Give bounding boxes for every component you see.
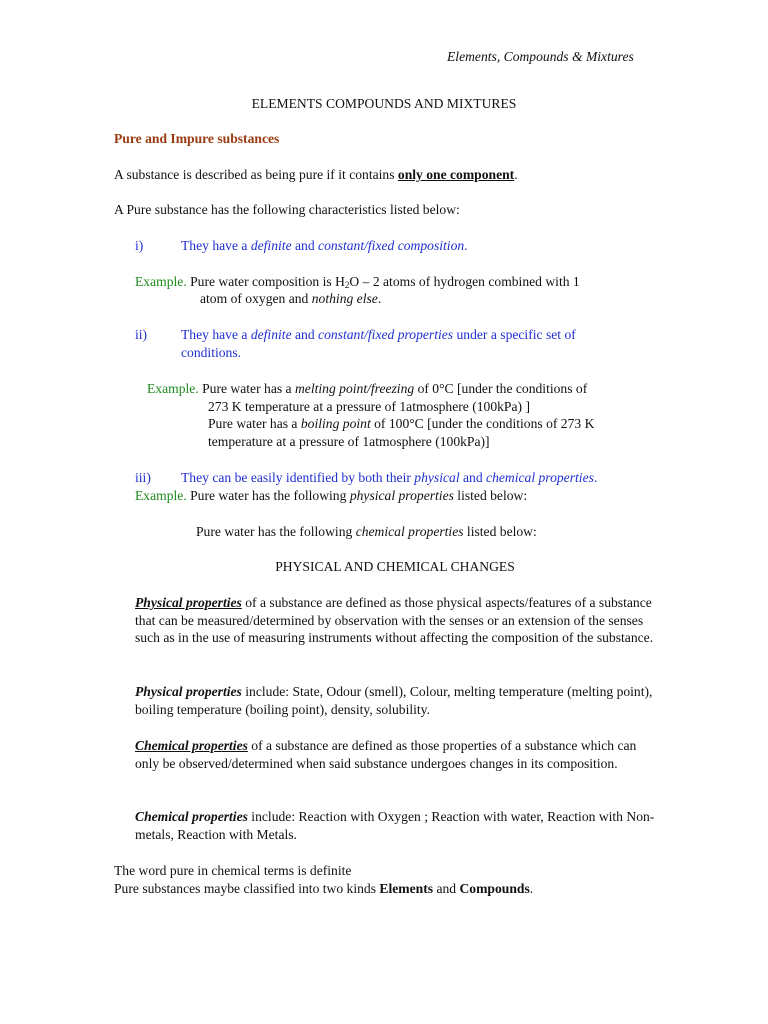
example-label: Example.	[135, 488, 187, 503]
term-chemical-properties: Chemical properties	[135, 738, 248, 753]
closing-line-2-e: .	[529, 881, 534, 896]
item-3-num-text: iii)	[135, 470, 151, 485]
item-2-line2: conditions.	[181, 345, 242, 360]
item-2-ex1-c: of 0°C [under the conditions of	[414, 381, 588, 396]
item-1-ex-subscript: 2	[344, 280, 350, 290]
item-3-t2: physical	[414, 470, 460, 485]
item-1-t4: constant/fixed composition	[318, 238, 465, 253]
item-3-number	[135, 469, 151, 487]
closing-elements: Elements	[379, 881, 434, 896]
item-2-text-line2	[181, 344, 241, 362]
item-2-example-line1	[147, 380, 587, 398]
closing-line-1	[114, 862, 351, 880]
item-3-chem-a: Pure water has the following	[196, 524, 356, 539]
item-2-ex4: temperature at a pressure of 1atmosphere (100kPa)]	[208, 434, 490, 449]
item-1-ex-a: Pure water composition is H	[186, 274, 345, 289]
item-2-number	[135, 326, 147, 344]
paragraph-text: include: Reaction with Oxygen ; Reaction with water, Reaction with Non-metals, Reaction with Metals.	[135, 809, 655, 842]
item-2-ex1-b: melting point/freezing	[294, 381, 415, 396]
section-heading-pure-impure	[114, 130, 279, 148]
item-2-t4: constant/fixed properties	[318, 327, 454, 342]
page-title	[0, 95, 768, 113]
item-3-t5: .	[593, 470, 598, 485]
paragraph-text: include: State, Odour (smell), Colour, melting temperature (melting point), boiling temperature (boiling point), density, solubility.	[135, 684, 653, 717]
item-1-number	[135, 237, 143, 255]
item-1-ex2-a: atom of oxygen and	[200, 291, 312, 306]
paragraph-chemical-include	[135, 808, 655, 843]
item-2-t3: and	[291, 327, 319, 342]
item-1-text	[181, 237, 468, 255]
intro-emphasis: only one component	[397, 167, 515, 182]
item-1-example-line1	[135, 273, 580, 291]
paragraph-text: of a substance are defined as those physical aspects/features of a substance that can be measured/determined by observation with the senses or an extension of the senses such as in the use of measuring instruments without affecting the composition of the substance.	[135, 595, 654, 646]
example-label: Example.	[147, 381, 199, 396]
item-3-chem-b: chemical properties	[355, 524, 464, 539]
paragraph-text: of a substance are defined as those properties of a substance which can only be observed/determined when said substance undergoes changes in its composition.	[135, 738, 637, 771]
item-3-example-line	[135, 487, 527, 505]
item-3-t4: chemical properties	[486, 470, 594, 485]
closing-line-1-text: The word pure in chemical terms is definite	[114, 863, 352, 878]
paragraph-physical-definition	[135, 594, 655, 647]
characteristics-line	[114, 201, 460, 219]
closing-line-2-c: and	[433, 881, 460, 896]
item-1-t5: .	[464, 238, 468, 253]
item-2-t5: under a specific set of	[453, 327, 576, 342]
intro-line	[114, 166, 518, 184]
item-3-text	[181, 469, 597, 487]
item-2-example-line3	[208, 415, 594, 433]
characteristics-text: A Pure substance has the following characteristics listed below:	[114, 202, 460, 217]
example-label: Example.	[135, 274, 187, 289]
section-heading-text: Pure and Impure substances	[114, 131, 280, 146]
item-3-t1: They can be easily identified by both their	[181, 470, 415, 485]
section-2-heading-text: PHYSICAL AND CHEMICAL CHANGES	[275, 559, 515, 574]
item-1-ex-b: O – 2 atoms of hydrogen combined with 1	[349, 274, 580, 289]
item-1-example-line2	[200, 290, 381, 308]
item-2-example-line2	[208, 398, 530, 416]
closing-line-2	[114, 880, 533, 898]
item-1-t1: They have a	[181, 238, 251, 253]
section-heading-physical-chemical	[0, 558, 768, 576]
item-3-t3: and	[459, 470, 487, 485]
paragraph-chemical-definition	[135, 737, 659, 772]
item-2-ex3-a: Pure water has a	[208, 416, 301, 431]
item-2-ex3-b: boiling point	[300, 416, 371, 431]
item-3-chem-c: listed below:	[463, 524, 537, 539]
item-2-num-text: ii)	[135, 327, 148, 342]
item-2-example-line4	[208, 433, 490, 451]
term-physical-properties: Physical properties	[135, 595, 242, 610]
item-1-t3: and	[291, 238, 319, 253]
term-physical-properties: Physical properties	[135, 684, 242, 699]
item-2-text-line1	[181, 326, 576, 344]
item-2-ex3-c: of 100°C [under the conditions of 273 K	[370, 416, 595, 431]
item-3-chemical-line	[196, 523, 537, 541]
paragraph-physical-include	[135, 683, 655, 718]
closing-line-2-a: Pure substances maybe classified into two kinds	[114, 881, 380, 896]
item-2-ex1-a: Pure water has a	[198, 381, 295, 396]
item-3-ex-b: physical properties	[349, 488, 454, 503]
running-header	[447, 48, 634, 66]
intro-text: A substance is described as being pure if it contains	[114, 167, 398, 182]
closing-compounds: Compounds	[459, 881, 530, 896]
item-1-ex2-c: .	[377, 291, 382, 306]
item-2-t1: They have a	[181, 327, 251, 342]
term-chemical-properties: Chemical properties	[135, 809, 248, 824]
item-1-ex2-b: nothing else	[311, 291, 378, 306]
intro-period: .	[514, 167, 518, 182]
item-3-ex-c: listed below:	[453, 488, 528, 503]
item-2-ex2: 273 K temperature at a pressure of 1atmosphere (100kPa) ]	[208, 399, 530, 414]
item-1-num-text: i)	[135, 238, 144, 253]
item-2-t2: definite	[250, 327, 292, 342]
page-title-text: ELEMENTS COMPOUNDS AND MIXTURES	[251, 96, 517, 111]
running-header-text: Elements, Compounds & Mixtures	[447, 49, 634, 64]
item-1-t2: definite	[250, 238, 292, 253]
item-3-ex-a: Pure water has the following	[186, 488, 350, 503]
